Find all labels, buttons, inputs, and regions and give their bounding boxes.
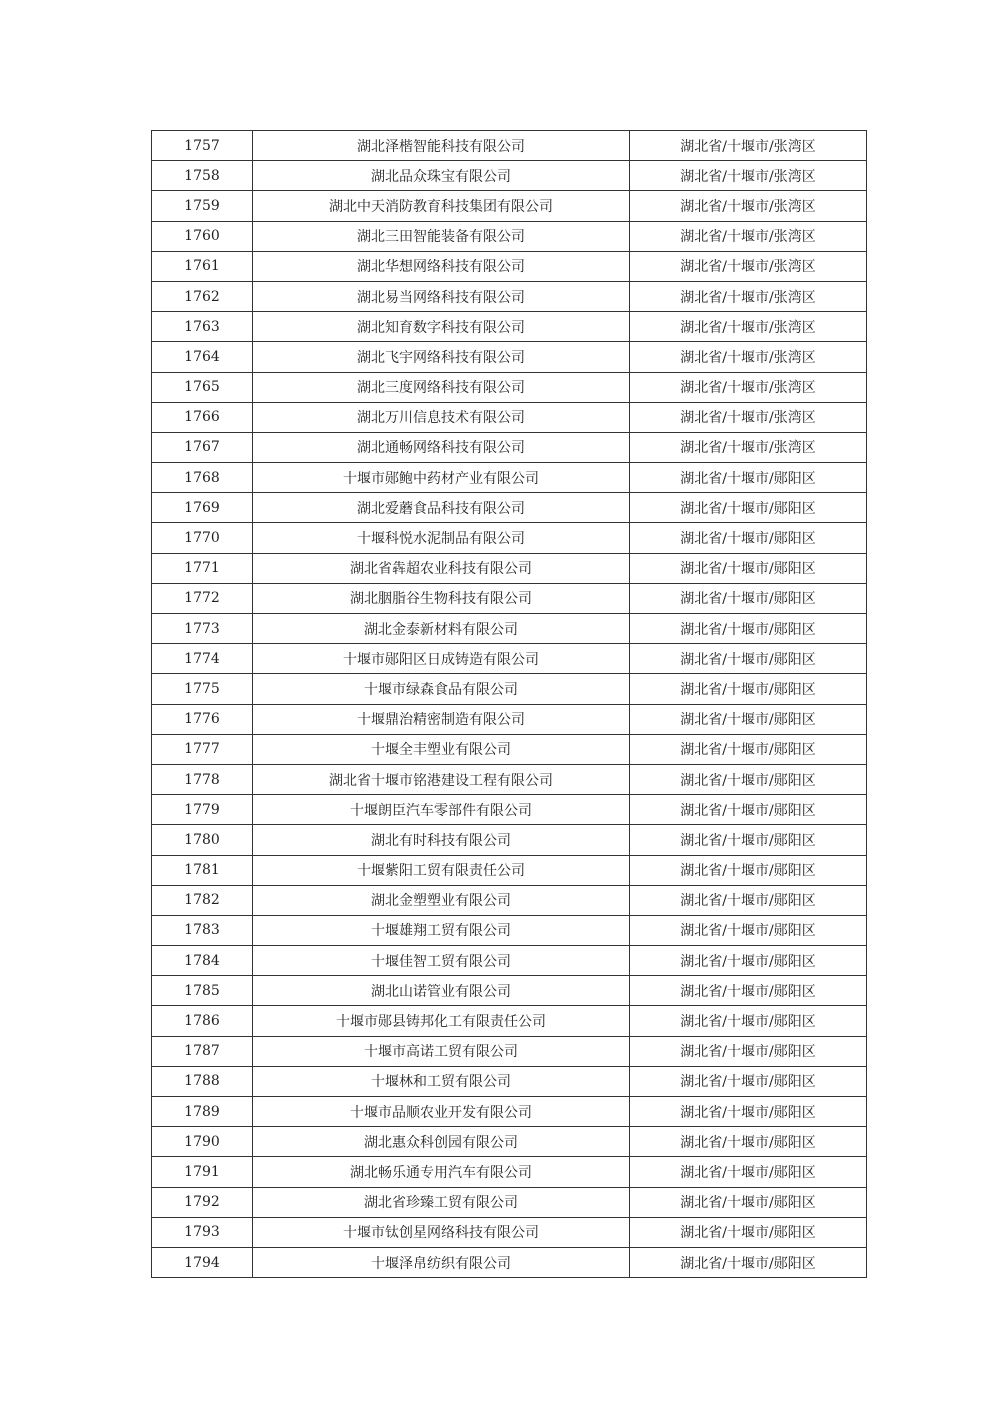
table-row [152, 1036, 867, 1066]
company-name-cell: 十堰科悦水泥制品有限公司 [253, 523, 630, 553]
region-cell: 湖北省/十堰市/郧阳区 [630, 795, 867, 825]
region-cell: 湖北省/十堰市/郧阳区 [630, 1217, 867, 1247]
row-number-cell: 1792 [152, 1187, 253, 1217]
company-name-cell: 湖北有时科技有限公司 [253, 825, 630, 855]
row-number-cell: 1762 [152, 281, 253, 311]
company-name-cell: 湖北万川信息技术有限公司 [253, 402, 630, 432]
row-number-cell: 1773 [152, 614, 253, 644]
row-number-cell: 1760 [152, 221, 253, 251]
region-cell: 湖北省/十堰市/郧阳区 [630, 855, 867, 885]
region-cell: 湖北省/十堰市/张湾区 [630, 221, 867, 251]
company-name-cell: 十堰林和工贸有限公司 [253, 1066, 630, 1096]
row-number-cell: 1758 [152, 161, 253, 191]
table-row [152, 1187, 867, 1217]
region-cell: 湖北省/十堰市/郧阳区 [630, 644, 867, 674]
table-row [152, 1157, 867, 1187]
row-number-cell: 1776 [152, 704, 253, 734]
row-number-cell: 1779 [152, 795, 253, 825]
row-number-cell: 1786 [152, 1006, 253, 1036]
table-row [152, 644, 867, 674]
company-name-cell: 湖北易当网络科技有限公司 [253, 281, 630, 311]
table-row [152, 221, 867, 251]
region-cell: 湖北省/十堰市/郧阳区 [630, 976, 867, 1006]
row-number-cell: 1777 [152, 734, 253, 764]
row-number-cell: 1757 [152, 131, 253, 161]
table-row [152, 674, 867, 704]
table-row [152, 764, 867, 794]
region-cell: 湖北省/十堰市/郧阳区 [630, 946, 867, 976]
row-number-cell: 1769 [152, 493, 253, 523]
table-row [152, 885, 867, 915]
region-cell: 湖北省/十堰市/郧阳区 [630, 764, 867, 794]
company-name-cell: 湖北泽楷智能科技有限公司 [253, 131, 630, 161]
table-row [152, 825, 867, 855]
company-name-cell: 十堰全丰塑业有限公司 [253, 734, 630, 764]
table-row [152, 976, 867, 1006]
row-number-cell: 1780 [152, 825, 253, 855]
company-name-cell: 十堰市高诺工贸有限公司 [253, 1036, 630, 1066]
region-cell: 湖北省/十堰市/张湾区 [630, 432, 867, 462]
region-cell: 湖北省/十堰市/郧阳区 [630, 523, 867, 553]
row-number-cell: 1794 [152, 1247, 253, 1277]
region-cell: 湖北省/十堰市/郧阳区 [630, 1097, 867, 1127]
company-name-cell: 十堰市品顺农业开发有限公司 [253, 1097, 630, 1127]
table-row [152, 281, 867, 311]
region-cell: 湖北省/十堰市/郧阳区 [630, 1006, 867, 1036]
region-cell: 湖北省/十堰市/张湾区 [630, 402, 867, 432]
region-cell: 湖北省/十堰市/张湾区 [630, 312, 867, 342]
region-cell: 湖北省/十堰市/郧阳区 [630, 734, 867, 764]
company-name-cell: 十堰市郧县铸邦化工有限责任公司 [253, 1006, 630, 1036]
company-name-cell: 湖北惠众科创园有限公司 [253, 1127, 630, 1157]
region-cell: 湖北省/十堰市/张湾区 [630, 161, 867, 191]
region-cell: 湖北省/十堰市/郧阳区 [630, 1066, 867, 1096]
region-cell: 湖北省/十堰市/郧阳区 [630, 614, 867, 644]
company-table-body [152, 131, 867, 1278]
table-row [152, 704, 867, 734]
table-row [152, 191, 867, 221]
company-name-cell: 湖北飞宇网络科技有限公司 [253, 342, 630, 372]
region-cell: 湖北省/十堰市/张湾区 [630, 372, 867, 402]
row-number-cell: 1774 [152, 644, 253, 674]
table-row [152, 372, 867, 402]
row-number-cell: 1765 [152, 372, 253, 402]
company-name-cell: 湖北山诺管业有限公司 [253, 976, 630, 1006]
row-number-cell: 1759 [152, 191, 253, 221]
company-name-cell: 十堰市郧阳区日成铸造有限公司 [253, 644, 630, 674]
region-cell: 湖北省/十堰市/郧阳区 [630, 1187, 867, 1217]
company-name-cell: 湖北胭脂谷生物科技有限公司 [253, 583, 630, 613]
row-number-cell: 1787 [152, 1036, 253, 1066]
company-name-cell: 湖北金塑塑业有限公司 [253, 885, 630, 915]
table-row [152, 614, 867, 644]
region-cell: 湖北省/十堰市/郧阳区 [630, 463, 867, 493]
company-name-cell: 十堰朗臣汽车零部件有限公司 [253, 795, 630, 825]
row-number-cell: 1788 [152, 1066, 253, 1096]
company-name-cell: 湖北省犇超农业科技有限公司 [253, 553, 630, 583]
region-cell: 湖北省/十堰市/郧阳区 [630, 674, 867, 704]
region-cell: 湖北省/十堰市/张湾区 [630, 342, 867, 372]
table-row [152, 1006, 867, 1036]
table-row [152, 915, 867, 945]
region-cell: 湖北省/十堰市/郧阳区 [630, 1036, 867, 1066]
company-name-cell: 湖北知育数字科技有限公司 [253, 312, 630, 342]
company-table [151, 130, 867, 1278]
row-number-cell: 1790 [152, 1127, 253, 1157]
region-cell: 湖北省/十堰市/张湾区 [630, 281, 867, 311]
row-number-cell: 1767 [152, 432, 253, 462]
row-number-cell: 1793 [152, 1217, 253, 1247]
region-cell: 湖北省/十堰市/郧阳区 [630, 1157, 867, 1187]
region-cell: 湖北省/十堰市/郧阳区 [630, 885, 867, 915]
company-name-cell: 湖北爱蘑食品科技有限公司 [253, 493, 630, 523]
table-row [152, 1127, 867, 1157]
table-row [152, 734, 867, 764]
table-row [152, 523, 867, 553]
region-cell: 湖北省/十堰市/郧阳区 [630, 915, 867, 945]
row-number-cell: 1763 [152, 312, 253, 342]
table-row [152, 553, 867, 583]
row-number-cell: 1761 [152, 251, 253, 281]
row-number-cell: 1784 [152, 946, 253, 976]
table-row [152, 946, 867, 976]
region-cell: 湖北省/十堰市/张湾区 [630, 131, 867, 161]
company-name-cell: 十堰鼎治精密制造有限公司 [253, 704, 630, 734]
table-row [152, 1247, 867, 1277]
region-cell: 湖北省/十堰市/张湾区 [630, 191, 867, 221]
row-number-cell: 1772 [152, 583, 253, 613]
company-name-cell: 湖北省珍臻工贸有限公司 [253, 1187, 630, 1217]
company-name-cell: 十堰紫阳工贸有限责任公司 [253, 855, 630, 885]
region-cell: 湖北省/十堰市/郧阳区 [630, 1127, 867, 1157]
row-number-cell: 1766 [152, 402, 253, 432]
table-row [152, 432, 867, 462]
table-row [152, 463, 867, 493]
table-row [152, 312, 867, 342]
company-name-cell: 湖北三度网络科技有限公司 [253, 372, 630, 402]
table-row [152, 251, 867, 281]
row-number-cell: 1781 [152, 855, 253, 885]
company-name-cell: 湖北中天消防教育科技集团有限公司 [253, 191, 630, 221]
row-number-cell: 1775 [152, 674, 253, 704]
company-name-cell: 十堰市钛创星网络科技有限公司 [253, 1217, 630, 1247]
row-number-cell: 1768 [152, 463, 253, 493]
company-name-cell: 湖北畅乐通专用汽车有限公司 [253, 1157, 630, 1187]
region-cell: 湖北省/十堰市/郧阳区 [630, 493, 867, 523]
company-name-cell: 湖北华想网络科技有限公司 [253, 251, 630, 281]
row-number-cell: 1791 [152, 1157, 253, 1187]
company-name-cell: 十堰泽帛纺织有限公司 [253, 1247, 630, 1277]
table-row [152, 402, 867, 432]
company-name-cell: 湖北省十堰市铭港建设工程有限公司 [253, 764, 630, 794]
row-number-cell: 1783 [152, 915, 253, 945]
table-row [152, 161, 867, 191]
region-cell: 湖北省/十堰市/张湾区 [630, 251, 867, 281]
row-number-cell: 1782 [152, 885, 253, 915]
row-number-cell: 1764 [152, 342, 253, 372]
company-name-cell: 湖北品众珠宝有限公司 [253, 161, 630, 191]
company-name-cell: 十堰市绿森食品有限公司 [253, 674, 630, 704]
table-row [152, 342, 867, 372]
company-name-cell: 十堰佳智工贸有限公司 [253, 946, 630, 976]
row-number-cell: 1770 [152, 523, 253, 553]
row-number-cell: 1778 [152, 764, 253, 794]
row-number-cell: 1785 [152, 976, 253, 1006]
region-cell: 湖北省/十堰市/郧阳区 [630, 553, 867, 583]
company-name-cell: 湖北金泰新材料有限公司 [253, 614, 630, 644]
company-name-cell: 湖北通畅网络科技有限公司 [253, 432, 630, 462]
company-name-cell: 湖北三田智能装备有限公司 [253, 221, 630, 251]
table-row [152, 131, 867, 161]
region-cell: 湖北省/十堰市/郧阳区 [630, 1247, 867, 1277]
table-row [152, 1217, 867, 1247]
table-row [152, 1066, 867, 1096]
table-row [152, 1097, 867, 1127]
region-cell: 湖北省/十堰市/郧阳区 [630, 825, 867, 855]
row-number-cell: 1771 [152, 553, 253, 583]
region-cell: 湖北省/十堰市/郧阳区 [630, 704, 867, 734]
company-name-cell: 十堰雄翔工贸有限公司 [253, 915, 630, 945]
table-row [152, 855, 867, 885]
table-row [152, 493, 867, 523]
table-row [152, 795, 867, 825]
region-cell: 湖北省/十堰市/郧阳区 [630, 583, 867, 613]
company-name-cell: 十堰市郧鲍中药材产业有限公司 [253, 463, 630, 493]
table-row [152, 583, 867, 613]
row-number-cell: 1789 [152, 1097, 253, 1127]
